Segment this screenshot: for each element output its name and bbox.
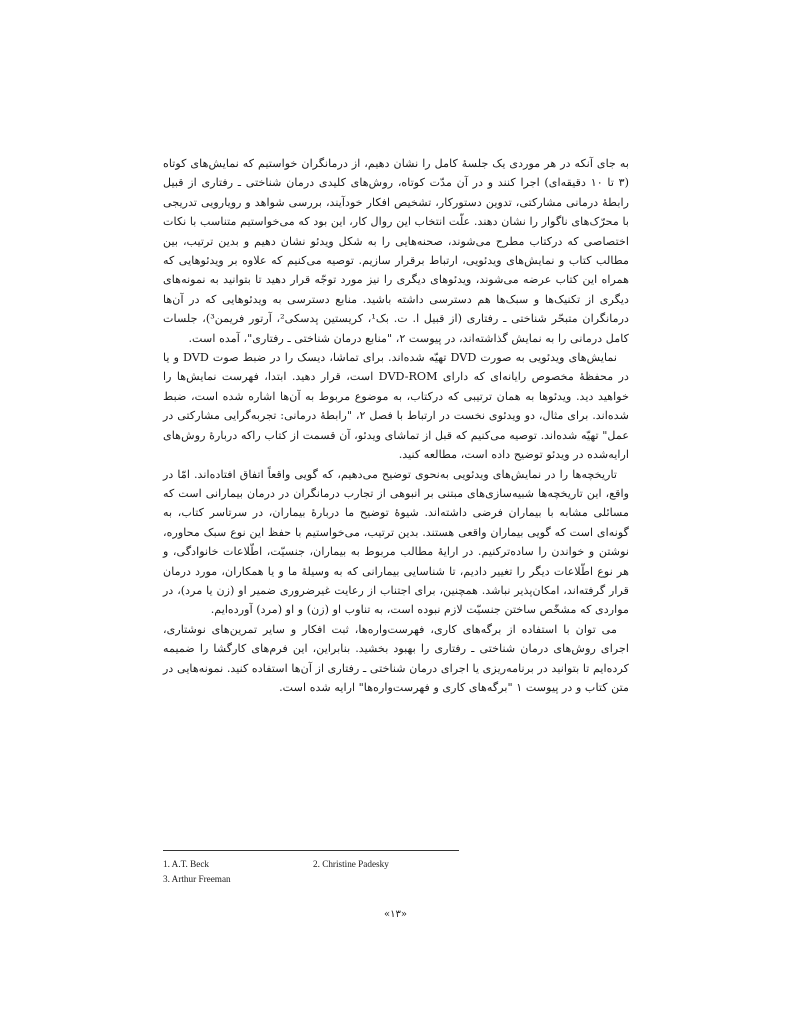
footnote-freeman: 3. Arthur Freeman: [163, 873, 231, 884]
body-text: [163, 154, 629, 697]
paragraph-case-histories: تاریخچه‌ها را در نمایش‌های ویدئویی به‌نحوی توضیح می‌دهیم، که گویی واقعاً اتفاق افتاده‌اند. امّا در واقع، این تاریخچه‌ها شبیه‌سازی‌های مبتنی بر انبوهی از تجارب درمانگران در درمان بیمارانی است که مسائلی مشابه با بیماران فرضی داشته‌اند. شیوهٔ توضیح ما دربارهٔ بیماران، در سرتاسر کتاب، به گونه‌ای است که گویی بیماران واقعی هستند. بدین ترتیب، می‌خواستیم با حفظ این نوع سبک محاوره، نوشتن و خواندن را ساده‌ترکنیم. در ارایهٔ مطالب مربوط به بیماران، جنسیّت، اطّلاعات خانوادگی، و هر نوع اطّلاعات دیگر را تغییر دادیم، تا شناسایی بیمارانی که به وسیلهٔ ما و یا همکاران، مورد درمان قرار گرفته‌اند، امکان‌پذیر نباشد. همچنین، برای اجتناب از رعایت غیرضروری ضمیر او (زن یا مرد)، در مواردی که مشخّص ساختن جنسیّت لازم نبوده است، به تناوب او (زن) و او (مرد) آورده‌ایم.: [163, 467, 629, 617]
page-number: «۱۳»: [384, 909, 407, 920]
footnote-beck: 1. A.T. Beck: [163, 859, 210, 869]
paragraph-intro-videos: به جای آنکه در هر موردی یک جلسهٔ کامل را نشان دهیم، از درمانگران خواستیم که نمایش‌های کوتاه (۳ تا ۱۰ دقیقه‌ای) اجرا کنند و در آن مدّت کوتاه، روش‌های کلیدی درمان شناختی ـ رفتاری از قبیل رابطهٔ درمانی مشارکتی، تدوین دستورکار، تشخیص افکار خودآیند، بررسی شواهد و رویارویی تدریجی با محرّک‌های ناگوار را نشان دهند. علّت انتخاب این روال کار، این بود که می‌خواستیم متناسب با نکات اختصاصی که درکتاب مطرح می‌شوند، صحنه‌هایی را به شکل ویدئو نشان دهیم و بدین ترتیب، بین مطالب کتاب و نمایش‌های ویدئویی، ارتباط برقرار سازیم. توصیه می‌کنیم که علاوه بر ویدئوهایی که همراه این کتاب عرضه می‌شوند، ویدئوهای دیگری را نیز مورد توجّه قرار دهید تا بتوانید به نمونه‌های دیگری از تکنیک‌ها و سبک‌ها هم دسترسی داشته باشید. منابع دسترسی به ویدئوهایی که در آن‌ها درمانگران متبحّر شناختی ـ رفتاری (از قبیل ا. ت. بک¹، کریستین پدسکی²، آرتور فریمن³)، جلسات کامل درمانی را به نمایش گذاشته‌اند، در پیوست ۲، "منابع درمان شناختی ـ رفتاری"، آمده است.: [163, 157, 630, 345]
footnote-padesky: 2. Christine Padesky: [313, 859, 389, 869]
footnotes: [163, 857, 483, 886]
footnote-row: [163, 857, 483, 872]
paragraph-dvd-instructions: نمایش‌های ویدئویی به صورت DVD تهیّه شده‌اند. برای تماشا، دیسک را در ضبط صوت DVD و یا در محفظهٔ مخصوص رایانه‌ای که دارای DVD-ROM است، قرار دهید. ابتدا، فهرست نمایش‌ها را خواهید دید. ویدئوها به همان ترتیبی که درکتاب، به موضوع مربوط به آن‌ها اشاره شده است، ضبط شده‌اند. برای مثال، دو ویدئوی نخست در ارتباط با فصل ۲، "رابطهٔ درمانی: تجربه‌گرایی مشارکتی در عمل" تهیّه شده‌اند. توصیه می‌کنیم که قبل از تماشای ویدئو، آن قسمت از کتاب راکه دربارهٔ روش‌های ارایه‌شده در ویدئو توضیح داده است، مطالعه کنید.: [163, 351, 629, 462]
paragraph-worksheets: می توان با استفاده از برگه‌های کاری، فهرست‌واره‌ها، ثبت افکار و سایر تمرین‌های نوشتاری، اجرای روش‌های درمان شناختی ـ رفتاری را بهبود بخشید. بنابراین، این فرم‌های کارگشا را ضمیمه کرده‌ایم تا بتوانید در برنامه‌ریزی یا اجرای درمان شناختی ـ رفتاری از آن‌ها استفاده کنید. نمونه‌هایی در متن کتاب و در پیوست ۱ "برگه‌های کاری و فهرست‌واره‌ها" ارایه شده است.: [163, 622, 629, 694]
footnote-divider: [163, 850, 459, 851]
footnote-row: [163, 872, 483, 887]
